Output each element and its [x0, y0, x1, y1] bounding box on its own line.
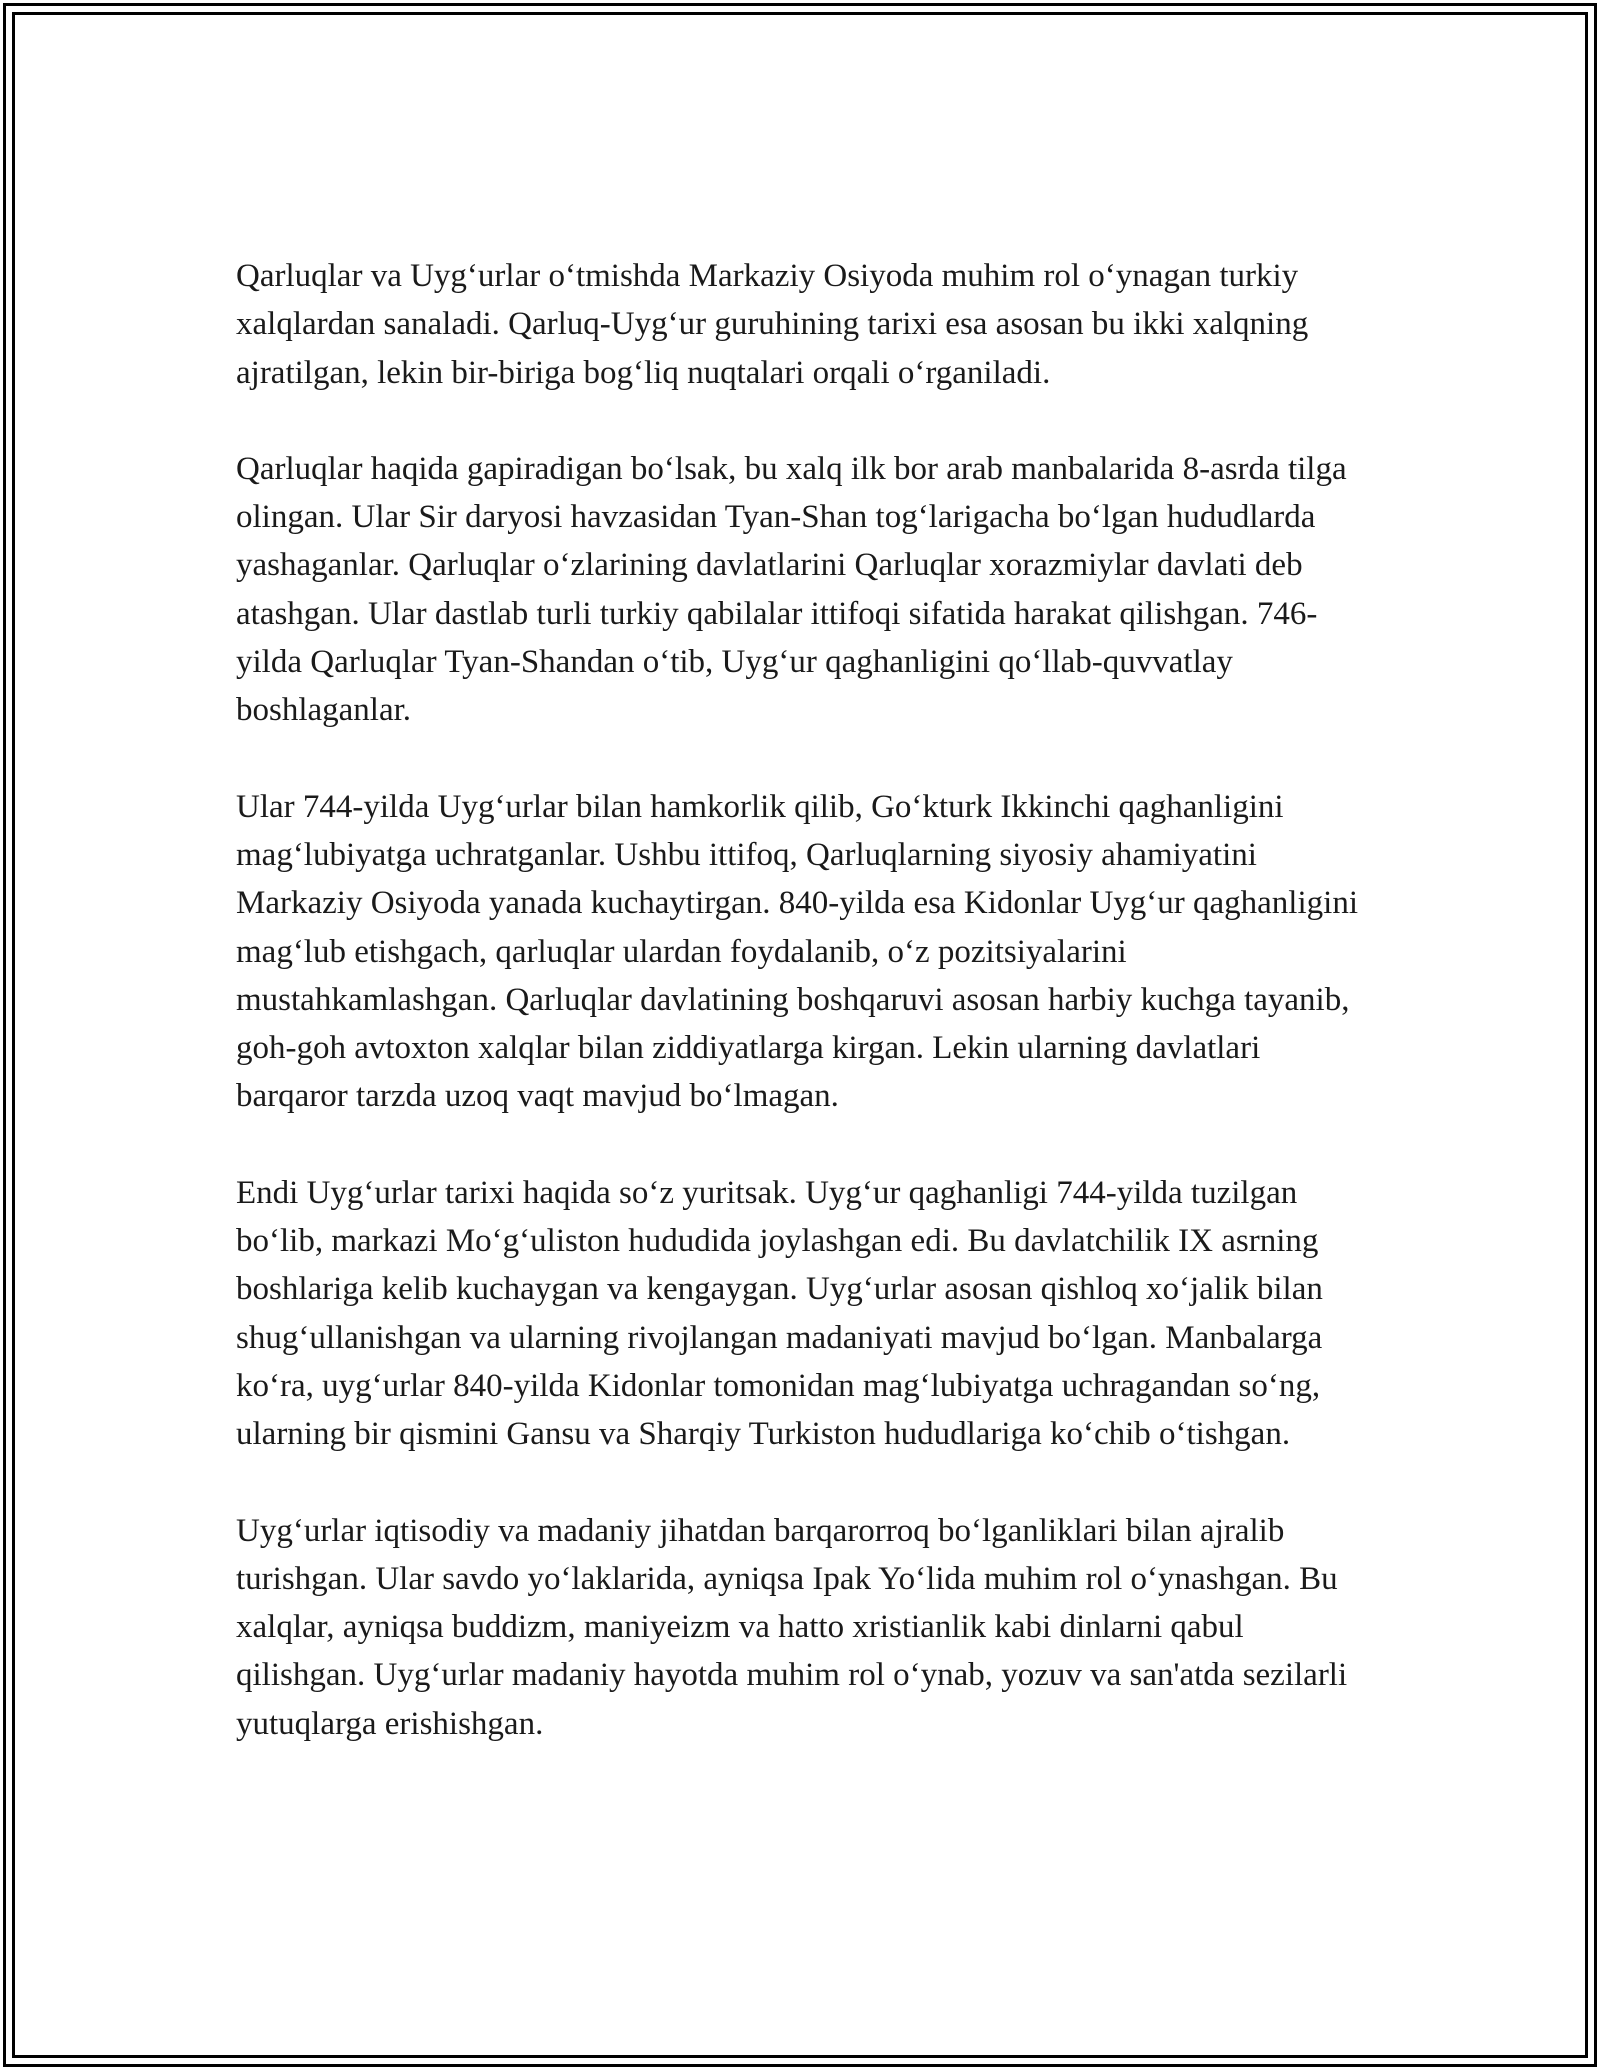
document-body [236, 252, 1376, 1796]
paragraph-3: Ular 744-yilda Uyg‘urlar bilan hamkorlik qilib, Go‘kturk Ikkinchi qaghanligini mag‘lubiyatga uchratganlar. Ushbu ittifoq, Qarluqlarning siyosiy ahamiyatini Markaziy Osiyoda yanada kuchaytirgan. 840-yilda esa Kidonlar Uyg‘ur qaghanligini mag‘lub etishgach, qarluqlar ulardan foydalanib, o‘z pozitsiyalarini mustahkamlashgan. Qarluqlar davlatining boshqaruvi asosan harbiy kuchga tayanib, goh-goh avtoxton xalqlar bilan ziddiyatlarga kirgan. Lekin ularning davlatlari barqaror tarzda uzoq vaqt mavjud bo‘lmagan. [236, 788, 1358, 1115]
paragraph-5: Uyg‘urlar iqtisodiy va madaniy jihatdan barqarorroq bo‘lganliklari bilan ajralib turishgan. Ular savdo yo‘laklarida, ayniqsa Ipak Yo‘lida muhim rol o‘ynashgan. Bu xalqlar, ayniqsa buddizm, maniyeizm va hatto xristianlik kabi dinlarni qabul qilishgan. Uyg‘urlar madaniy hayotda muhim rol o‘ynab, yozuv va san'atda sezilarli yutuqlarga erishishgan. [236, 1512, 1348, 1742]
paragraph-1: Qarluqlar va Uyg‘urlar o‘tmishda Markaziy Osiyoda muhim rol o‘ynagan turkiy xalqlardan sanaladi. Qarluq-Uyg‘ur guruhining tarixi esa asosan bu ikki xalqning ajratilgan, lekin bir-biriga bog‘liq nuqtalari orqali o‘rganiladi. [236, 258, 1309, 391]
paragraph-2: Qarluqlar haqida gapiradigan bo‘lsak, bu xalq ilk bor arab manbalarida 8-asrda tilga olingan. Ular Sir daryosi havzasidan Tyan-Shan tog‘larigacha bo‘lgan hududlarda yashaganlar. Qarluqlar o‘zlarining davlatlarini Qarluqlar xorazmiylar davlati deb atashgan. Ular dastlab turli turkiy qabilalar ittifoqi sifatida harakat qilishgan. 746-yilda Qarluqlar Tyan-Shandan o‘tib, Uyg‘ur qaghanligini qo‘llab-quvvatlay boshlaganlar. [236, 450, 1347, 729]
paragraph-4: Endi Uyg‘urlar tarixi haqida so‘z yuritsak. Uyg‘ur qaghanligi 744-yilda tuzilgan bo‘lib, markazi Mo‘g‘uliston hududida joylashgan edi. Bu davlatchilik IX asrning boshlariga kelib kuchaygan va kengaygan. Uyg‘urlar asosan qishloq xo‘jalik bilan shug‘ullanishgan va ularning rivojlangan madaniyati mavjud bo‘lgan. Manbalarga ko‘ra, uyg‘urlar 840-yilda Kidonlar tomonidan mag‘lubiyatga uchragandan so‘ng, ularning bir qismini Gansu va Sharqiy Turkiston hududlariga ko‘chib o‘tishgan. [236, 1174, 1323, 1453]
